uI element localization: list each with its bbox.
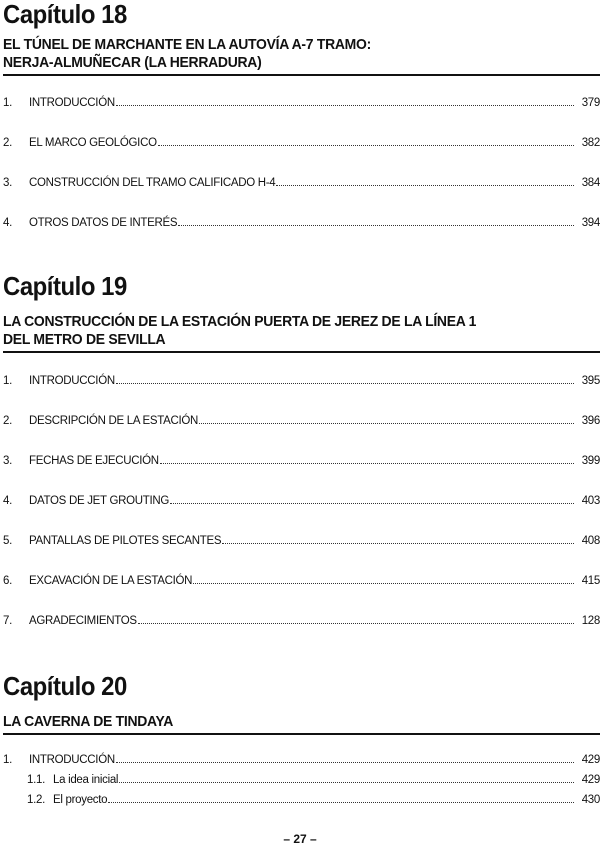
entry-label: DESCRIPCIÓN DE LA ESTACIÓN [29, 415, 198, 427]
entry-page: 394 [581, 217, 600, 229]
chapter-subtitle [3, 313, 558, 349]
entry-label: DATOS DE JET GROUTING [29, 495, 170, 507]
entry-number: 3. [3, 455, 12, 467]
entry-label: EL MARCO GEOLÓGICO [29, 137, 157, 149]
dot-leader [170, 503, 574, 504]
dot-leader [178, 225, 574, 226]
dot-leader [119, 782, 574, 783]
chapter-subtitle-line: NERJA-ALMUÑECAR (LA HERRADURA) [3, 54, 262, 71]
dot-leader [276, 185, 574, 186]
chapter-title: Capítulo 20 [3, 671, 127, 701]
dot-leader [199, 423, 574, 424]
chapter-subtitle-line: LA CAVERNA DE TINDAYA [3, 713, 174, 730]
dot-leader [160, 463, 574, 464]
entry-label: INTRODUCCIÓN [29, 97, 115, 109]
entry-label: FECHAS DE EJECUCIÓN [29, 455, 159, 467]
entry-page: 408 [581, 535, 600, 547]
toc-entry[interactable] [3, 93, 600, 109]
entry-page: 379 [581, 97, 600, 109]
entry-label: AGRADECIMIENTOS [29, 615, 137, 627]
chapter-title: Capítulo 18 [3, 0, 127, 29]
entry-page: 384 [581, 177, 600, 189]
chapter-title: Capítulo 19 [3, 271, 127, 301]
chapter-subtitle-line: EL TÚNEL DE MARCHANTE EN LA AUTOVÍA A-7 TRAMO: [3, 36, 371, 53]
entry-label: CONSTRUCCIÓN DEL TRAMO CALIFICADO H-4 [29, 177, 276, 189]
chapter-subtitle [3, 36, 558, 72]
entry-number: 2. [3, 137, 12, 149]
entry-number: 4. [3, 495, 12, 507]
entry-number: 5. [3, 535, 12, 547]
entry-label: La idea inicial [53, 774, 119, 786]
entry-page: 403 [581, 495, 600, 507]
dot-leader [116, 762, 574, 763]
toc-subentry[interactable] [3, 770, 600, 786]
entry-number: 2. [3, 415, 12, 427]
entry-page: 395 [581, 375, 600, 387]
dot-leader [138, 623, 574, 624]
entry-page: 382 [581, 137, 600, 149]
page-number: – 27 – [283, 832, 317, 846]
chapter-20 [3, 671, 600, 806]
toc-entry[interactable] [3, 133, 600, 149]
toc-entry[interactable] [3, 750, 600, 766]
entry-label: INTRODUCCIÓN [29, 375, 115, 387]
toc-subentry[interactable] [3, 790, 600, 806]
entry-page: 415 [581, 575, 600, 587]
entry-number: 1. [3, 375, 12, 387]
entry-page: 430 [581, 794, 600, 806]
entry-label: INTRODUCCIÓN [29, 754, 115, 766]
toc-entry[interactable] [3, 173, 600, 189]
dot-leader [116, 105, 574, 106]
entry-label: OTROS DATOS DE INTERÉS [29, 217, 178, 229]
toc-entry[interactable] [3, 571, 600, 587]
dot-leader [193, 583, 574, 584]
entry-label: El proyecto [53, 794, 108, 806]
chapter-rule [3, 733, 600, 735]
entry-number: 3. [3, 177, 12, 189]
chapter-19 [3, 271, 600, 627]
chapter-rule [3, 351, 600, 353]
entry-page: 429 [581, 774, 600, 786]
toc-entry[interactable] [3, 491, 600, 507]
entry-number: 7. [3, 615, 12, 627]
chapter-rule [3, 74, 600, 76]
chapter-subtitle-line: LA CONSTRUCCIÓN DE LA ESTACIÓN PUERTA DE JEREZ DE LA LÍNEA 1 [3, 313, 477, 330]
toc-entry[interactable] [3, 411, 600, 427]
entry-number: 1. [3, 754, 12, 766]
entry-label: PANTALLAS DE PILOTES SECANTES [29, 535, 222, 547]
entry-number: 1. [3, 97, 12, 109]
toc-entry[interactable] [3, 371, 600, 387]
dot-leader [222, 543, 574, 544]
toc-entry[interactable] [3, 531, 600, 547]
entry-label: EXCAVACIÓN DE LA ESTACIÓN [29, 575, 193, 587]
chapter-subtitle [3, 713, 558, 731]
toc-entry[interactable] [3, 213, 600, 229]
entry-number: 6. [3, 575, 12, 587]
chapter-subtitle-line: DEL METRO DE SEVILLA [3, 331, 166, 348]
entry-number: 1.2. [27, 794, 45, 806]
entry-number: 4. [3, 217, 12, 229]
dot-leader [158, 145, 574, 146]
entry-page: 399 [581, 455, 600, 467]
dot-leader [116, 383, 574, 384]
entry-page: 429 [581, 754, 600, 766]
entry-number: 1.1. [27, 774, 45, 786]
toc-entry[interactable] [3, 611, 600, 627]
dot-leader [108, 802, 574, 803]
entry-page: 128 [581, 615, 600, 627]
chapter-18 [3, 0, 600, 229]
entry-page: 396 [581, 415, 600, 427]
toc-entry[interactable] [3, 451, 600, 467]
